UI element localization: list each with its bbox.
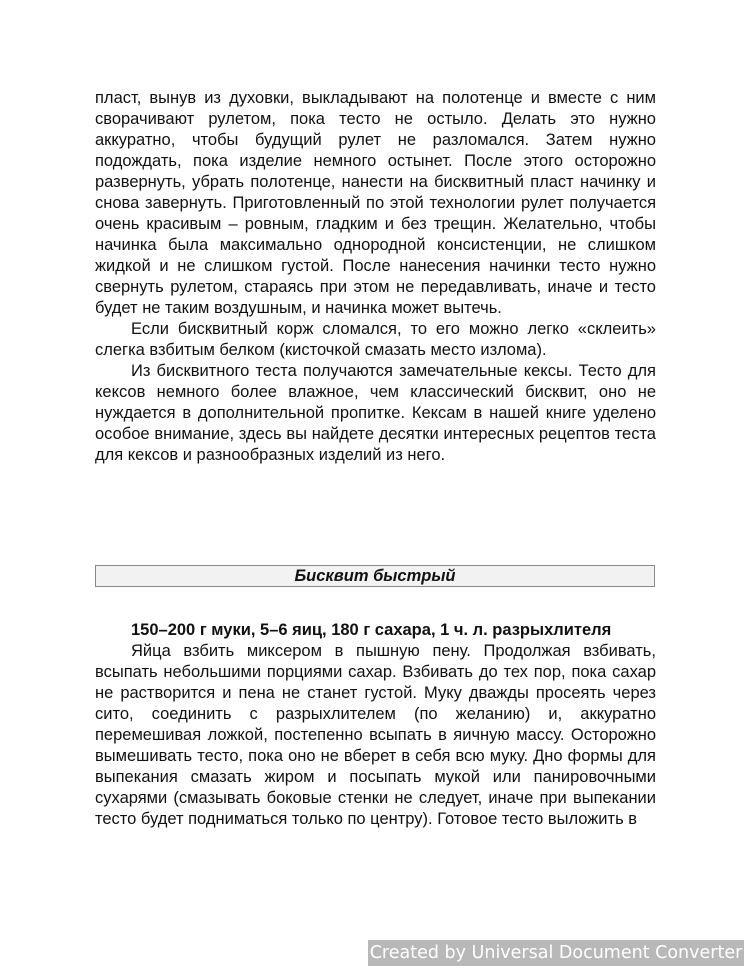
recipe-method: Яйца взбить миксером в пышную пену. Продолжая взбивать, всыпать небольшими порциями сахар. Взбивать до тех пор, пока сахар не растворится и пена не станет густой. Муку дважды просеять через сито, соединить с разрыхлителем (по желанию) и, аккуратно перемешивая ложкой, постепенно всыпать в яичную массу. Осторожно вымешивать тесто, пока оно не вберет в себя всю муку. Дно формы для выпекания смазать жиром и посыпать мукой или панировочными сухарями (смазывать боковые стенки не следует, иначе при выпекании тесто будет подниматься только по центру). Готовое тесто выложить в	[95, 642, 656, 828]
recipe-ingredients: 150–200 г муки, 5–6 яиц, 180 г сахара, 1 ч. л. разрыхлителя	[131, 621, 612, 639]
paragraph-cupcakes: Из бисквитного теста получаются замечательные кексы. Тесто для кексов немного более влажное, чем классический бисквит, оно не нуждается в дополнительной пропитке. Кексам в нашей книге уделено особое внимание, здесь вы найдете десятки интересных рецептов теста для кексов и разнообразных изделий из него.	[95, 362, 656, 464]
paragraph-broken-layer: Если бисквитный корж сломался, то его можно легко «склеить» слегка взбитым белком (кисточкой смазать место излома).	[95, 320, 656, 359]
paragraph-roll: пласт, вынув из духовки, выкладывают на полотенце и вместе с ним сворачивают рулетом, пока тесто не остыло. Делать это нужно аккуратно, чтобы будущий рулет не разломался. Затем нужно подождать, пока изделие немного остынет. После этого осторожно развернуть, убрать полотенце, нанести на бисквитный пласт начинку и снова завернуть. Приготовленный по этой технологии рулет получается очень красивым – ровным, гладким и без трещин. Желательно, чтобы начинка была максимально однородной консистенции, не слишком жидкой и не слишком густой. После нанесения начинки тесто нужно свернуть рулетом, стараясь при этом не передавливать, иначе и тесто будет не таким воздушным, и начинка может вытечь.	[95, 89, 656, 317]
converter-watermark: Created by Universal Document Converter	[368, 940, 744, 966]
recipe-title: Бисквит быстрый	[95, 565, 655, 587]
recipe-section	[95, 620, 656, 830]
page-body	[95, 88, 656, 466]
